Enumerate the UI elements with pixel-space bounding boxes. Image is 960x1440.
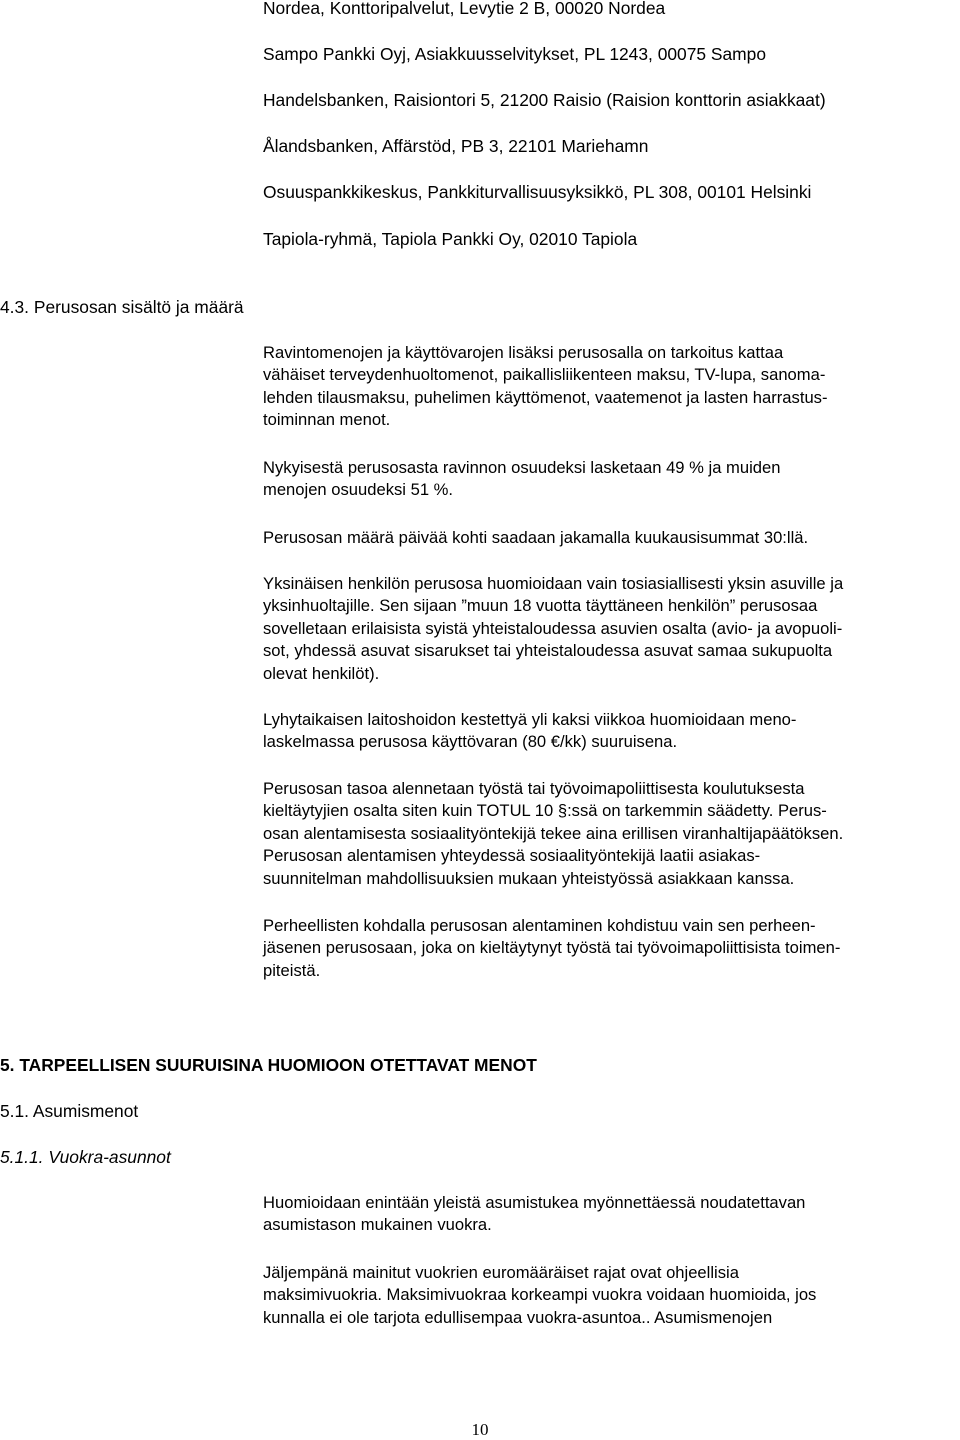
paragraph-line: Lyhytaikaisen laitoshoidon kestettyä yli kaksi viikkoa huomioidaan meno- (263, 710, 797, 729)
paragraph-line: Huomioidaan enintään yleistä asumistukea myönnettäessä noudatettavan (263, 1193, 806, 1212)
paragraph-line: laskelmassa perusosa käyttövaran (80 €/kk) suuruisena. (263, 732, 678, 752)
paragraph-line: osan alentamisesta sosiaalityöntekijä tekee aina erillisen viranhaltijapäätöksen. (263, 823, 844, 843)
paragraph-line: Perusosan määrä päivää kohti saadaan jakamalla kuukausisummat 30:llä. (263, 528, 809, 547)
paragraph-line: Perusosan alentamisen yhteydessä sosiaalityöntekijä laatii asiakas- (263, 846, 761, 866)
paragraph (263, 1192, 960, 1237)
page-number: 10 (471, 1420, 489, 1439)
paragraph-line: Ravintomenojen ja käyttövarojen lisäksi perusosalla on tarkoitus kattaa (263, 343, 784, 362)
paragraph-line: kunnalla ei ole tarjota edullisempaa vuokra-asuntoa.. Asumismenojen (263, 1307, 773, 1327)
address-line: Osuuspankkikeskus, Pankkiturvallisuusyksikkö, PL 308, 00101 Helsinki (263, 182, 812, 202)
paragraph-line: olevat henkilöt). (263, 663, 380, 683)
paragraph-line: Nykyisestä perusosasta ravinnon osuudeksi lasketaan 49 % ja muiden (263, 458, 781, 477)
paragraph-line: asumistason mukainen vuokra. (263, 1215, 492, 1235)
paragraph-line: vähäiset terveydenhuoltomenot, paikallisliikenteen maksu, TV-lupa, sanoma- (263, 365, 826, 385)
paragraph-line: Jäljempänä mainitut vuokrien euromääräiset rajat ovat ohjeellisia (263, 1263, 739, 1282)
paragraph-line: toiminnan menot. (263, 410, 391, 430)
paragraph-line: Perusosan tasoa alennetaan työstä tai työvoimapoliittisesta koulutuksesta (263, 779, 805, 798)
address-line: Nordea, Konttoripalvelut, Levytie 2 B, 00020 Nordea (263, 0, 666, 18)
paragraph (263, 778, 960, 890)
address-line: Sampo Pankki Oyj, Asiakkuusselvitykset, PL 1243, 00075 Sampo (263, 44, 766, 64)
paragraph-line: yksinhuoltajille. Sen sijaan ”muun 18 vuotta täyttäneen henkilön” perusosaa (263, 596, 818, 616)
paragraph-line: maksimivuokria. Maksimivuokraa korkeampi vuokra voidaan huomioida, jos (263, 1285, 817, 1305)
section-heading-5-1-1: 5.1.1. Vuokra-asunnot (0, 1147, 171, 1167)
paragraph-line: jäsenen perusosaan, joka on kieltäytynyt työstä tai työvoimapoliittisista toimen- (263, 938, 841, 958)
paragraph-line: suunnitelman mahdollisuuksien mukaan yhteistyössä asiakkaan kanssa. (263, 868, 795, 888)
paragraph (263, 573, 960, 685)
paragraph (263, 457, 960, 502)
paragraph-line: sovelletaan erilaisista syistä yhteistaloudessa asuvien osalta (avio- ja avopuoli- (263, 618, 843, 638)
address-line: Ålandsbanken, Affärstöd, PB 3, 22101 Mariehamn (263, 136, 649, 156)
paragraph (263, 527, 960, 549)
section-heading-4-3: 4.3. Perusosan sisältö ja määrä (0, 297, 244, 317)
paragraph-line: lehden tilausmaksu, puhelimen käyttömenot, vaatemenot ja lasten harrastus- (263, 387, 828, 407)
section-heading-5: 5. TARPEELLISEN SUURUISINA HUOMIOON OTETTAVAT MENOT (0, 1055, 537, 1075)
address-line: Tapiola-ryhmä, Tapiola Pankki Oy, 02010 Tapiola (263, 229, 638, 249)
paragraph-line: Perheellisten kohdalla perusosan alentaminen kohdistuu vain sen perheen- (263, 916, 816, 935)
paragraph-line: piteistä. (263, 960, 321, 980)
paragraph (263, 915, 960, 982)
paragraph-line: Yksinäisen henkilön perusosa huomioidaan vain tosiasiallisesti yksin asuville ja (263, 574, 844, 593)
paragraph-line: sot, yhdessä asuvat sisarukset tai yhteistaloudessa asuvat samaa sukupuolta (263, 641, 833, 661)
paragraph (263, 342, 960, 432)
section-heading-5-1: 5.1. Asumismenot (0, 1101, 139, 1121)
paragraph-line: kieltäytyjien osalta siten kuin TOTUL 10 §:ssä on tarkemmin säädetty. Perus- (263, 801, 827, 821)
paragraph-line: menojen osuudeksi 51 %. (263, 480, 454, 500)
address-line: Handelsbanken, Raisiontori 5, 21200 Raisio (Raision konttorin asiakkaat) (263, 90, 826, 110)
paragraph (263, 1262, 960, 1329)
paragraph (263, 709, 960, 754)
